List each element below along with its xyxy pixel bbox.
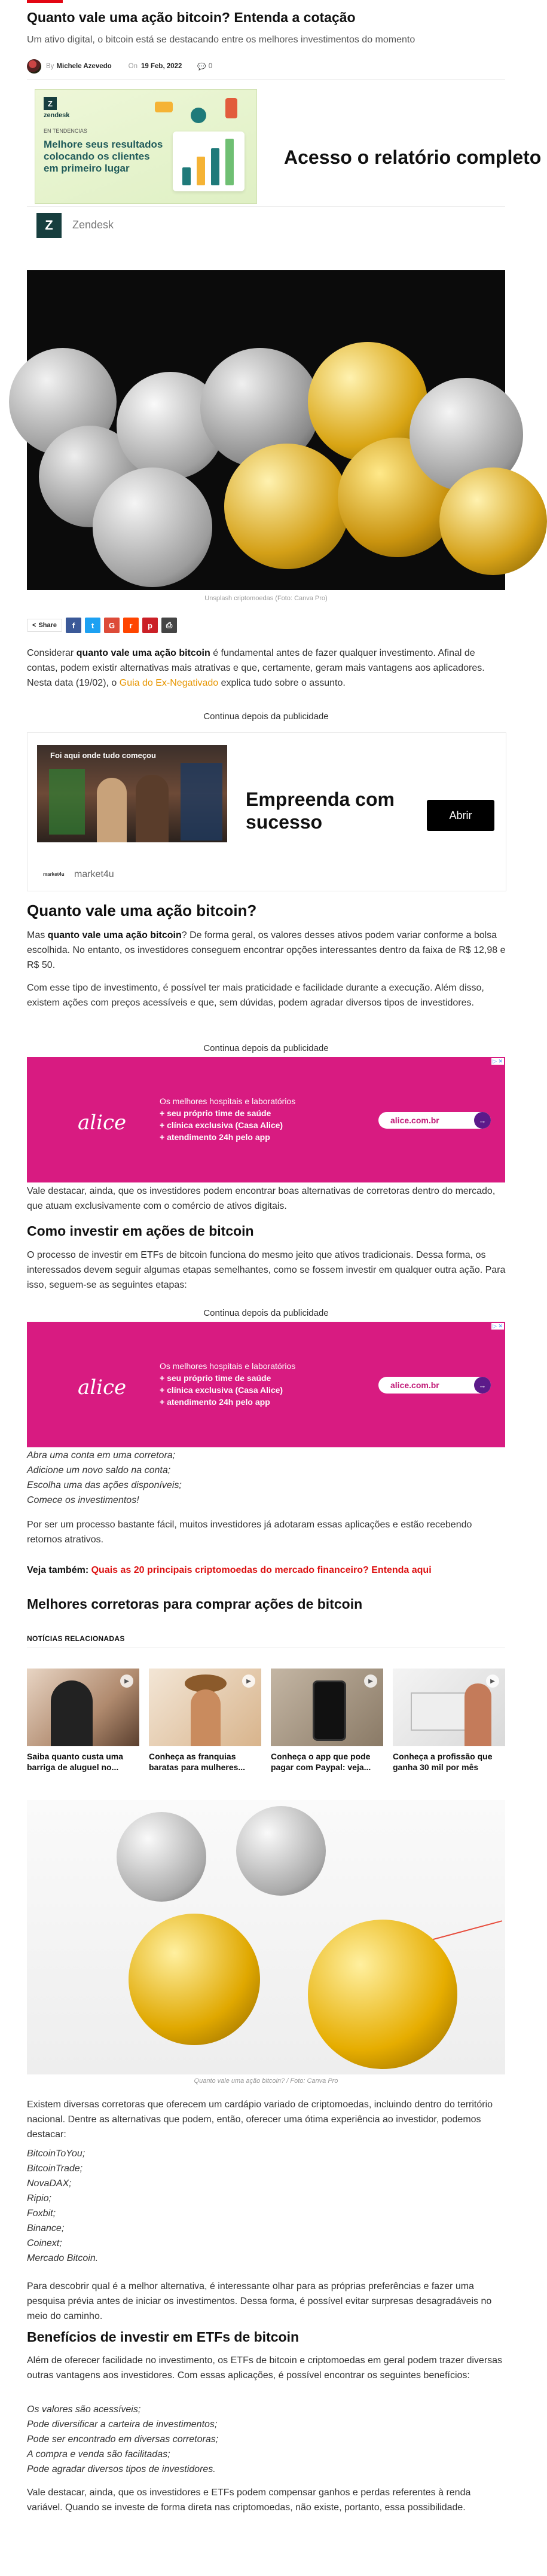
store-photo: [37, 745, 227, 842]
list-item: Coinext;: [27, 2238, 62, 2248]
steps-list: [27, 1448, 182, 1508]
market4u-logo: market4u: [43, 872, 65, 877]
gold-coin: [129, 1914, 260, 2045]
market4u-headline: [246, 788, 395, 833]
gold-coin: [308, 1920, 457, 2069]
related-thumb: [149, 1669, 261, 1746]
article-title: Quanto vale uma ação bitcoin? Entenda a cotação: [27, 10, 356, 25]
silver-coin: [236, 1806, 326, 1896]
share-bar: [27, 618, 177, 633]
paragraph: Para descobrir qual é a melhor alternativa, é interessante olhar para as próprias preferências e fazer uma pesquisa prévia antes de iniciar os investimentos. Dessa forma, é possível evitar surpresas desagradáveis no meio do caminho.: [27, 2281, 492, 2321]
photo-text: Foi aqui onde tudo começou: [50, 751, 156, 760]
text-bold: quanto vale uma ação bitcoin: [76, 648, 210, 658]
see-also-label: Veja também:: [27, 1565, 91, 1575]
headline-line: sucesso: [246, 811, 323, 833]
hero-caption: Unsplash criptomoedas (Foto: Canva Pro): [204, 595, 328, 602]
alice-url-button[interactable]: [378, 1377, 491, 1394]
share-button[interactable]: [27, 619, 62, 632]
related-card[interactable]: [27, 1669, 139, 1773]
list-item: Adicione um novo saldo na conta;: [27, 1465, 171, 1475]
text: Considerar: [27, 648, 77, 658]
alice-line: + atendimento 24h pelo app: [160, 1397, 270, 1407]
alice-url: alice.com.br: [390, 1380, 439, 1390]
alice-line: + clínica exclusiva (Casa Alice): [160, 1385, 283, 1395]
person-figure: [136, 775, 169, 842]
decor-chart: [173, 132, 245, 191]
related-title[interactable]: Conheça as franquias baratas para mulheres...: [149, 1752, 246, 1772]
gold-coin: [439, 467, 547, 575]
text: é fundamental antes de fazer qualquer investimento. Afinal de contas, podem existir alternativas mais atrativas e que, certamente, geram mais vantagens aos aplicadores. Nesta data (19/02), o: [27, 648, 485, 688]
zendesk-logo: [44, 97, 69, 119]
alice-line: + atendimento 24h pelo app: [160, 1132, 270, 1142]
decor-shape: [191, 108, 206, 123]
headline-line: Empreenda com: [246, 789, 395, 810]
paragraph: Vale destacar, ainda, que os investidores podem encontrar boas alternativas de corretoras dentro do mercado, que atuam exclusivamente com o comércio de ativos digitais.: [27, 1186, 496, 1211]
paragraph: Por ser um processo bastante fácil, muitos investidores já adotaram essas aplicações e estão recebendo retornos atrativos.: [27, 1520, 472, 1545]
abrir-button[interactable]: Abrir: [427, 800, 494, 831]
ad-label: Continua depois da publicidade: [203, 711, 329, 722]
person-figure: [51, 1680, 93, 1746]
list-item: Pode diversificar a carteira de investimentos;: [27, 2419, 218, 2430]
divider: [27, 79, 505, 80]
list-item: Foxbit;: [27, 2208, 56, 2219]
decor-shelf: [49, 769, 85, 835]
alice-line: + seu próprio time de saúde: [160, 1373, 271, 1383]
image-caption: Quanto vale uma ação bitcoin? / Foto: Canva Pro: [194, 2077, 338, 2085]
benefits-list: [27, 2402, 218, 2477]
alice-ad[interactable]: [27, 1322, 505, 1447]
person-figure: [191, 1689, 221, 1746]
alice-ad[interactable]: [27, 1057, 505, 1182]
alice-logo: alice: [78, 1376, 127, 1399]
decor-shape: [155, 102, 173, 112]
list-item: Abra uma conta em uma corretora;: [27, 1450, 176, 1460]
twitter-icon[interactable]: t: [85, 618, 100, 633]
paragraph: Além de oferecer facilidade no investimento, os ETFs de bitcoin e criptomoedas em geral podem trazer diversas outras vantagens aos investidores. Com essas aplicações, é possível encontrar os seguintes benefícios:: [27, 2355, 503, 2381]
zendesk-logo-icon: Z: [44, 97, 57, 110]
silver-coin: [117, 1812, 206, 1902]
print-icon[interactable]: ⎙: [161, 618, 177, 633]
author-name[interactable]: Michele Azevedo: [56, 63, 112, 70]
list-item: Pode agradar diversos tipos de investidores.: [27, 2464, 216, 2474]
google-icon[interactable]: G: [104, 618, 120, 633]
top-accent-bar: [27, 0, 63, 3]
paragraph: Com esse tipo de investimento, é possível ter mais praticidade e facilidade durante a execução. Além disso, existem ações com preços acessíveis e que, sem dúvidas, podem agradar diversos tipos de investidores.: [27, 983, 484, 1008]
article-meta: [27, 59, 212, 74]
guia-link[interactable]: Guia do Ex-Negativado: [119, 678, 219, 688]
text: ? De forma geral, os valores desses ativos podem variar conforme a bolsa escolhida. No entanto, os investidores conseguem encontrar opções interessantes dentro da faixa de R$ 12,98 e R$ 50.: [27, 930, 506, 970]
alice-line: + clínica exclusiva (Casa Alice): [160, 1120, 283, 1130]
ad-tag: EN TENDENCIAS: [44, 128, 87, 134]
play-icon: ▶: [242, 1674, 255, 1688]
market4u-name: market4u: [74, 869, 114, 879]
text: explica tudo sobre o assunto.: [218, 678, 346, 688]
alice-line: Os melhores hospitais e laboratórios: [160, 1096, 296, 1106]
related-title[interactable]: Conheça a profissão que ganha 30 mil por mês: [393, 1752, 493, 1772]
list-item: Os valores são acessíveis;: [27, 2404, 141, 2415]
related-news-heading: NOTÍCIAS RELACIONADAS: [27, 1634, 125, 1643]
play-icon: ▶: [120, 1674, 133, 1688]
paragraph: [27, 928, 508, 973]
list-item: NovaDAX;: [27, 2178, 72, 2189]
play-icon: ▶: [364, 1674, 377, 1688]
ad-label: Continua depois da publicidade: [203, 1043, 329, 1053]
alice-line: Os melhores hospitais e laboratórios: [160, 1361, 296, 1371]
zendesk-name: Zendesk: [72, 219, 114, 231]
list-item: A compra e venda são facilitadas;: [27, 2449, 170, 2459]
comments-count[interactable]: 0: [208, 63, 213, 70]
arrow-right-icon: →: [474, 1112, 491, 1129]
ad-choices-icon[interactable]: ▷ ✕: [493, 1058, 503, 1064]
ad-label: Continua depois da publicidade: [203, 1308, 329, 1318]
decor-bar: [197, 157, 205, 185]
list-item: Pode ser encontrado em diversas corretoras;: [27, 2434, 219, 2444]
laptop-shape: [411, 1692, 467, 1731]
person-figure: [465, 1683, 491, 1746]
share-icon: <: [32, 622, 36, 629]
related-card[interactable]: [149, 1669, 261, 1773]
related-thumb: [271, 1669, 383, 1746]
hero-crypto-coins-image: [27, 270, 505, 590]
section-heading: Quanto vale uma ação bitcoin?: [27, 902, 257, 919]
author-prefix: By: [46, 63, 54, 70]
phone-shape: [313, 1680, 346, 1741]
related-thumb: [27, 1669, 139, 1746]
arrow-right-icon: →: [474, 1377, 491, 1394]
reddit-icon[interactable]: r: [123, 618, 139, 633]
section-heading: Como investir em ações de bitcoin: [27, 1223, 254, 1239]
list-item: Ripio;: [27, 2193, 51, 2204]
alice-url-button[interactable]: [378, 1112, 491, 1129]
zendesk-ad-footer[interactable]: [27, 206, 505, 237]
list-item: BitcoinToYou;: [27, 2149, 85, 2159]
list-item: Mercado Bitcoin.: [27, 2253, 99, 2263]
see-also-link[interactable]: Quais as 20 principais criptomoedas do mercado financeiro? Entenda aqui: [91, 1565, 432, 1575]
zendesk-ad-text[interactable]: Acesso o relatório completo: [284, 146, 542, 168]
decor-fridge: [181, 763, 222, 841]
ad-choices-icon[interactable]: ▷ ✕: [493, 1323, 503, 1329]
related-title[interactable]: Saiba quanto custa uma barriga de aluguel no...: [27, 1752, 124, 1772]
section-heading: Melhores corretoras para comprar ações de bitcoin: [27, 1596, 363, 1612]
decor-bar: [182, 167, 191, 185]
zendesk-headline: Melhore seus resultados colocando os clientes em primeiro lugar: [44, 139, 163, 174]
related-card[interactable]: [393, 1669, 505, 1773]
comment-icon[interactable]: 💬: [197, 63, 206, 71]
market4u-ad[interactable]: [27, 732, 506, 891]
publish-date: 19 Feb, 2022: [141, 63, 182, 70]
silver-coin: [93, 467, 212, 587]
decor-shape: [225, 98, 237, 118]
pinterest-icon[interactable]: p: [142, 618, 158, 633]
list-item: BitcoinTrade;: [27, 2164, 83, 2174]
person-figure: [97, 778, 127, 842]
paragraph: O processo de investir em ETFs de bitcoin funciona do mesmo jeito que ativos tradicionais. Dessa forma, os interessados devem seguir algumas etapas semelhantes, como se fossem investir em qualquer outra ação. Para isso, seguem-se as seguintes etapas:: [27, 1250, 506, 1290]
related-thumb: [393, 1669, 505, 1746]
brokers-list: [27, 2146, 98, 2266]
gold-coin: [224, 444, 350, 569]
paragraph-intro: [27, 646, 508, 690]
list-item: Binance;: [27, 2223, 65, 2233]
alice-logo: alice: [78, 1111, 127, 1135]
related-card[interactable]: [271, 1669, 383, 1773]
related-title[interactable]: Conheça o app que pode pagar com Paypal: veja...: [271, 1752, 371, 1772]
article-subtitle: Um ativo digital, o bitcoin está se destacando entre os melhores investimentos do momento: [27, 35, 415, 45]
zendesk-ad-image[interactable]: [35, 89, 257, 204]
share-label: Share: [38, 622, 57, 629]
decor-bar: [211, 148, 219, 185]
play-icon: ▶: [486, 1674, 499, 1688]
zendesk-logo-icon: Z: [36, 213, 62, 238]
list-item: Comece os investimentos!: [27, 1495, 139, 1505]
facebook-icon[interactable]: f: [66, 618, 81, 633]
decor-bar: [225, 139, 234, 185]
paragraph: Existem diversas corretoras que oferecem um cardápio variado de criptomoedas, incluindo dentro do território nacional. Dentre as alternativas que podem, então, oferecer uma ótima experiência ao investidor, podemos destacar:: [27, 2100, 493, 2140]
list-item: Escolha uma das ações disponíveis;: [27, 1480, 182, 1490]
bitcoin-chart-image: [27, 1800, 505, 2074]
alice-line: + seu próprio time de saúde: [160, 1108, 271, 1118]
see-also: [27, 1565, 432, 1576]
date-prefix: On: [128, 63, 138, 70]
text-bold: quanto vale uma ação bitcoin: [47, 930, 182, 940]
alice-url: alice.com.br: [390, 1116, 439, 1125]
zendesk-brand: zendesk: [44, 112, 70, 119]
paragraph: Vale destacar, ainda, que os investidores e ETFs podem compensar ganhos e perdas referentes à renda variável. Quando se investe de forma direta nas criptomoedas, não existe, portanto, essa possibilidade.: [27, 2488, 471, 2513]
author-avatar[interactable]: [27, 59, 41, 74]
text: Mas: [27, 930, 48, 940]
section-heading: Benefícios de investir em ETFs de bitcoin: [27, 2329, 300, 2345]
